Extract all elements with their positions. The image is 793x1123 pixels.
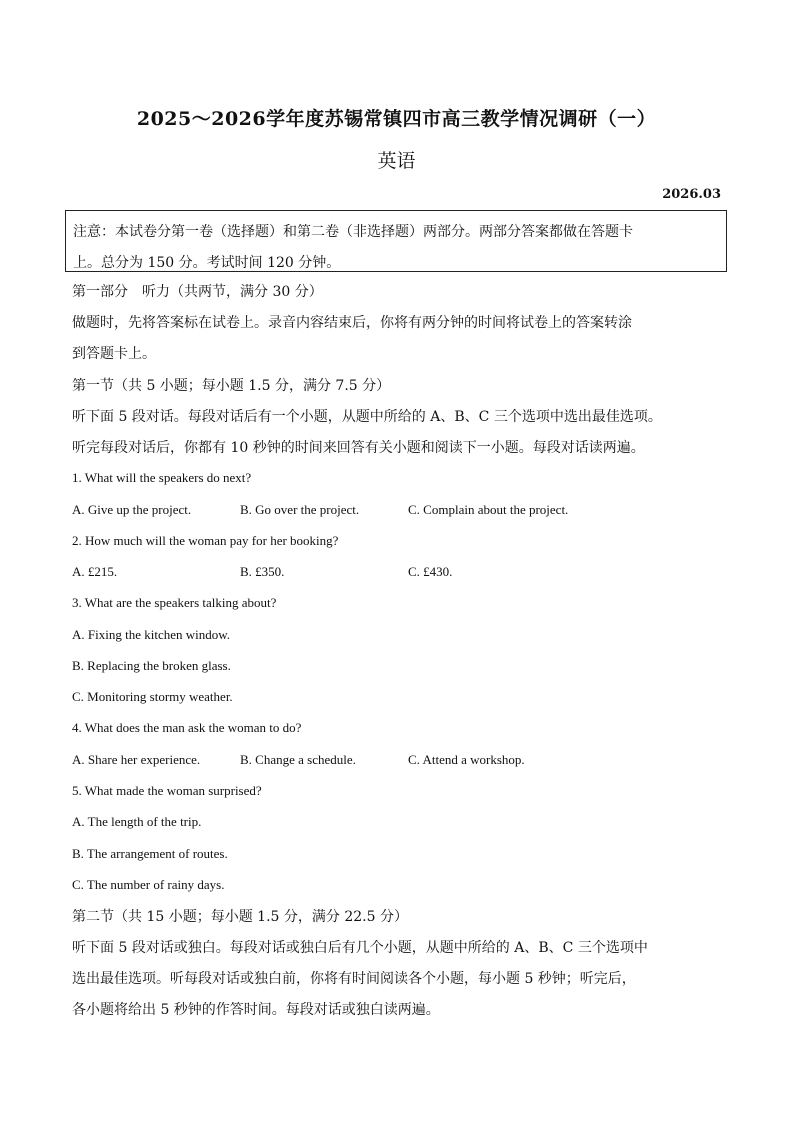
- exam-title: 2025～2026学年度苏锡常镇四市高三教学情况调研（一）: [136, 108, 657, 130]
- option-b: B. £350.: [240, 564, 285, 579]
- question-stem: 3. What are the speakers talking about?: [72, 595, 277, 610]
- option-a: A. Give up the project.: [72, 502, 192, 517]
- option-b: B. Go over the project.: [240, 502, 360, 517]
- subject-title: 英语: [377, 150, 416, 172]
- notice-line: 上。总分为 150 分。考试时间 120 分钟。: [73, 255, 341, 271]
- option-a: A. The length of the trip.: [72, 814, 202, 829]
- exam-date: 2026.03: [662, 187, 721, 202]
- option-c: C. £430.: [408, 564, 453, 579]
- question-stem: 2. How much will the woman pay for her booking?: [72, 533, 339, 548]
- option-b: B. Replacing the broken glass.: [72, 658, 231, 673]
- option-b: B. The arrangement of routes.: [72, 846, 228, 861]
- part1-instruction: 到答题卡上。: [72, 346, 156, 362]
- notice-box: [65, 210, 727, 272]
- section2-instruction: 各小题将给出 5 秒钟的作答时间。每段对话或独白读两遍。: [72, 1002, 440, 1018]
- question-stem: 4. What does the man ask the woman to do?: [72, 720, 302, 735]
- question-stem: 5. What made the woman surprised?: [72, 783, 262, 798]
- section1-instruction: 听下面 5 段对话。每段对话后有一个小题，从题中所给的 A、B、C 三个选项中选出最佳选项。: [72, 409, 662, 425]
- part1-heading: 第一部分 听力（共两节，满分 30 分）: [72, 284, 323, 300]
- section2-instruction: 选出最佳选项。听每段对话或独白前，你将有时间阅读各个小题，每小题 5 秒钟；听完后，: [72, 971, 636, 987]
- option-b: B. Change a schedule.: [240, 752, 356, 767]
- option-a: A. Fixing the kitchen window.: [72, 627, 231, 642]
- option-c: C. Complain about the project.: [408, 502, 569, 517]
- option-a: A. £215.: [72, 564, 118, 579]
- notice-line: 注意：本试卷分第一卷（选择题）和第二卷（非选择题）两部分。两部分答案都做在答题卡: [73, 224, 633, 240]
- part1-instruction: 做题时，先将答案标在试卷上。录音内容结束后，你将有两分钟的时间将试卷上的答案转涂: [72, 315, 632, 331]
- option-c: C. Monitoring stormy weather.: [72, 689, 233, 704]
- question-stem: 1. What will the speakers do next?: [72, 470, 252, 485]
- section1-instruction: 听完每段对话后，你都有 10 秒钟的时间来回答有关小题和阅读下一小题。每段对话读两遍。: [72, 440, 645, 456]
- section1-heading: 第一节（共 5 小题；每小题 1.5 分，满分 7.5 分）: [72, 378, 391, 394]
- option-c: C. Attend a workshop.: [408, 752, 525, 767]
- option-a: A. Share her experience.: [72, 752, 201, 767]
- section2-heading: 第二节（共 15 小题；每小题 1.5 分，满分 22.5 分）: [72, 909, 408, 925]
- option-c: C. The number of rainy days.: [72, 877, 225, 892]
- section2-instruction: 听下面 5 段对话或独白。每段对话或独白后有几个小题，从题中所给的 A、B、C 三个选项中: [72, 940, 648, 956]
